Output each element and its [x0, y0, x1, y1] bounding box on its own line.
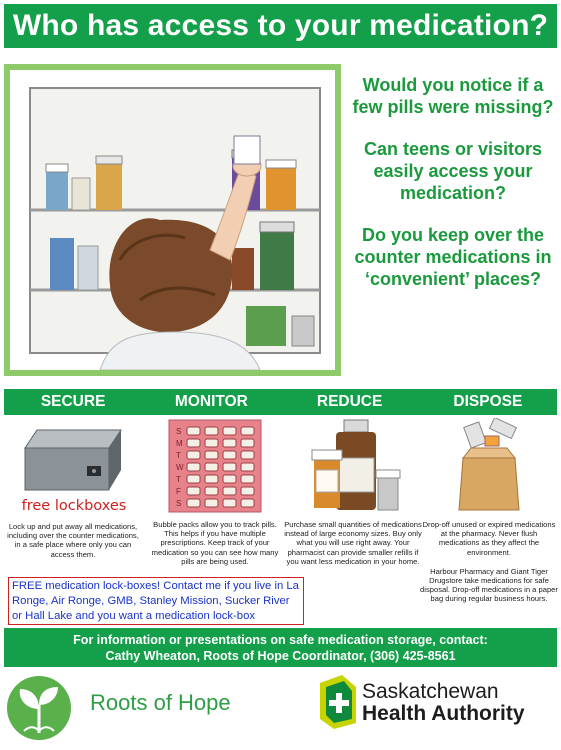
- secure-description: Lock up and put away all medications, including over the counter medications, in a safe place where only you can access them.: [7, 522, 139, 559]
- medicine-cabinet-illustration: [4, 64, 341, 376]
- pill-bubble: [205, 487, 218, 495]
- category-monitor: MONITOR: [174, 393, 248, 410]
- roots-of-hope-name: Roots of Hope: [90, 690, 231, 715]
- calendar-day-letter: W: [176, 463, 184, 472]
- pill-bubble: [187, 463, 200, 471]
- dispose-description-dropoff: Drop-off unused or expired medications at the pharmacy. Never flush medications as they affect the environment.: [422, 520, 556, 557]
- contact-info-bar: [4, 628, 557, 667]
- contact-info-person: Cathy Wheaton, Roots of Hope Coordinator, (306) 425-8561: [105, 649, 456, 663]
- pill-bubble: [187, 499, 200, 507]
- dispose-description-pharmacies: Harbour Pharmacy and Giant Tiger Drugstore take medications for safe disposal. Drop-off medications in a paper bag during regular business hours.: [420, 566, 558, 604]
- contact-info-heading: For information or presentations on safe medication storage, contact:: [73, 633, 488, 647]
- pill-bubble: [187, 427, 200, 435]
- page-title: Who has access to your medication?: [4, 4, 557, 48]
- pill-bubble: [187, 475, 200, 483]
- reduce-column: [284, 418, 422, 566]
- pill-bubble: [223, 499, 236, 507]
- pill-bubble: [223, 487, 236, 495]
- calendar-day-letter: T: [176, 451, 181, 460]
- pill-bubble: [241, 487, 254, 495]
- pill-bubble: [223, 475, 236, 483]
- pill-bubble: [205, 427, 218, 435]
- calendar-day-letter: T: [176, 475, 181, 484]
- category-secure: SECURE: [40, 393, 106, 410]
- pill-bubble: [187, 439, 200, 447]
- pill-bubble: [241, 439, 254, 447]
- calendar-day-letter: S: [176, 499, 182, 508]
- calendar-day-letter: S: [176, 427, 182, 436]
- dispose-column: [420, 418, 558, 604]
- pill-bottles-icon: [298, 418, 408, 514]
- category-bar: [4, 389, 557, 415]
- sha-name-line2: Health Authority: [362, 702, 525, 725]
- roots-of-hope-logo-icon: [6, 675, 72, 741]
- pill-bubble: [205, 475, 218, 483]
- monitor-description: Bubble packs allow you to track pills. This helps if you have multiple prescriptions. Keep track of your medication so you can see how many pills are being used.: [151, 520, 279, 566]
- pill-bubble: [205, 439, 218, 447]
- bubble-pack-icon: [167, 418, 263, 514]
- pill-bubble: [187, 451, 200, 459]
- pill-bubble: [223, 451, 236, 459]
- question-convenient-places: Do you keep over the counter medications in ‘convenient’ places?: [354, 225, 552, 289]
- pill-bubble: [205, 499, 218, 507]
- monitor-column: [146, 418, 284, 566]
- category-dispose: DISPOSE: [453, 393, 523, 410]
- lockbox-icon: [17, 418, 129, 498]
- question-list: [348, 74, 558, 310]
- pill-bubble: [241, 475, 254, 483]
- pill-bubble: [187, 487, 200, 495]
- pill-bubble: [223, 427, 236, 435]
- reduce-description: Purchase small quantities of medications instead of large economy sizes. Buy only what you will use right away. Your pharmacist can provide smaller refills if you want less medication in your home.: [284, 520, 422, 566]
- pill-bubble: [241, 451, 254, 459]
- pill-bubble: [241, 499, 254, 507]
- pill-bubble: [223, 439, 236, 447]
- paper-bag-icon: [441, 418, 537, 514]
- pill-bubble: [241, 427, 254, 435]
- pill-bubble: [205, 451, 218, 459]
- calendar-day-letter: F: [176, 487, 181, 496]
- free-lockboxes-label: free lockboxes: [21, 498, 127, 514]
- question-teens-visitors: Can teens or visitors easily access your medication?: [363, 139, 543, 203]
- pill-bubble: [241, 463, 254, 471]
- pill-bubble: [223, 463, 236, 471]
- category-reduce: REDUCE: [316, 393, 383, 410]
- question-missing-pills: Would you notice if a few pills were missing?: [352, 75, 554, 117]
- pill-bubble: [205, 463, 218, 471]
- secure-column: [4, 418, 142, 559]
- sha-name-line1: Saskatchewan: [362, 680, 499, 703]
- calendar-day-letter: M: [176, 439, 183, 448]
- sha-logo-icon: [316, 673, 358, 731]
- lockbox-contact-note: FREE medication lock-boxes! Contact me if you live in La Ronge, Air Ronge, GMB, Stanley Mission, Sucker River or Hall Lake and you want a medication lock-box: [8, 577, 304, 625]
